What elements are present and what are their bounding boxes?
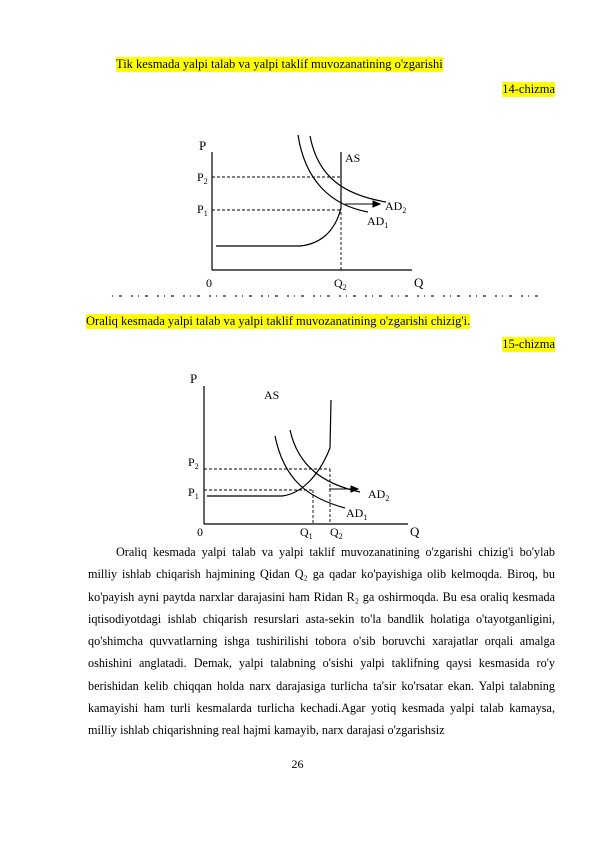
origin-label: 0 [197, 525, 203, 539]
origin-label: 0 [206, 276, 212, 290]
figure-label-14: 14-chizma [502, 82, 555, 96]
ad1-label: $AD_1$ [346, 506, 368, 522]
ad2-label: $AD_2$ [385, 199, 407, 215]
figure-label-15: 15-chizma [502, 337, 555, 351]
q-label: $Q_2$ [334, 276, 347, 292]
as-label: AS [345, 151, 361, 165]
y-axis-label: P [190, 371, 198, 386]
section-heading-vertical-range: Tik kesmada yalpi talab va yalpi taklif muvozanatining o'zgarishi [116, 57, 443, 71]
page-number: 26 [291, 757, 304, 771]
q2-label: $Q_2$ [330, 525, 343, 541]
x-axis-label: Q [410, 524, 420, 539]
q1-label: $Q_1$ [300, 525, 313, 541]
body-paragraph: Oraliq kesmada yalpi talab va yalpi taklif muvozanatining o'zgarishi chizig'i bo'ylab milliy ishlab chiqarish hajmining Qidan Q₂ ga qadar ko'payishiga olib kelmoqda. Biroq, bu ko'payish ayni paytda narxlar darajasini ham Ridan R₂ ga oshirmoqda. Bu esa oraliq kesmada iqtisodiyotdagi ishlab chiqarish resurslari asta-sekin to'la bandlik holatiga o'tayotganligini, qo'shimcha quvvatlarning ishga tushirilishi tobora o'sib boruvchi xarajatlar orqali amalga oshishini anglatadi. Demak, yalpi talabning o'sishi yalpi taklifning qaysi kesmasida ro'y berishidan kelib chiqqan holda narx darajasiga turlicha ta'sir ko'rsatar ekan. Yalpi talabning kamayishi ham turli kesmalarda turlicha kechadi.Agar yotiq kesmada yalpi talab kamaysa, milliy ishlab chiqarishning real hajmi kamayib, narx darajasi o'zgarishsiz [88, 545, 555, 738]
ad2-curve [290, 430, 360, 492]
y-axis-label: P [199, 138, 207, 153]
ad1-label: $AD_1$ [367, 214, 389, 230]
section-heading-intermediate-range: Oraliq kesmada yalpi talab va yalpi taklif muvozanatining o'zgarishi chizig'i. [86, 314, 471, 328]
p1-label: $P_1$ [188, 485, 199, 501]
ad2-label: $AD_2$ [368, 487, 390, 503]
p2-label: $P_2$ [188, 455, 199, 471]
ad1-curve [275, 436, 345, 508]
x-axis-label: Q [414, 275, 424, 290]
p2-label: $P_2$ [197, 170, 208, 186]
as-label: AS [264, 388, 280, 402]
as-curve [207, 400, 331, 496]
p1-label: $P_1$ [197, 202, 208, 218]
